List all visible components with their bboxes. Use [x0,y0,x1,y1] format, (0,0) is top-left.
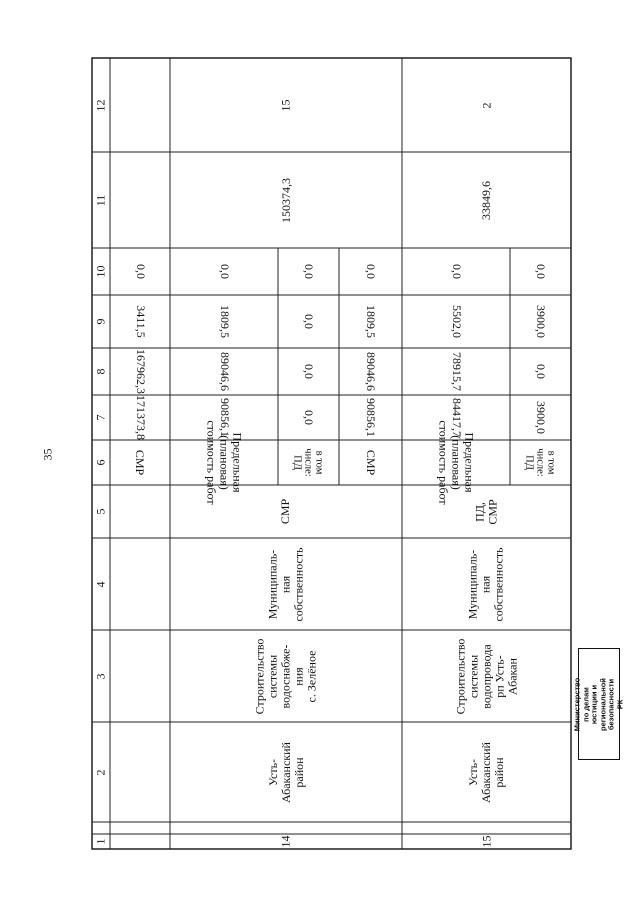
row14-ownership: Муниципаль- ная собственность [265,546,306,622]
row14-sub1-c9: 1809,5 [217,305,232,338]
row15-sub2-c9: 3900,0 [534,305,548,338]
row14-sub3-c10: 0,0 [364,264,378,279]
col-number-11: 11 [93,194,108,206]
col-number-5: 5 [93,508,108,515]
page-number: 35 [40,448,55,461]
col-number-10: 10 [93,265,108,278]
row15-ownership: Муниципаль- ная собственность [465,546,506,622]
col-number-4: 4 [93,581,108,587]
row14-sub2-c9: 0,0 [302,314,316,329]
row14-sub3-c9: 1809,5 [364,305,378,338]
row14-stage: СМР [278,498,293,525]
row15-sub2-label: в том числе: ПД [523,448,557,477]
row14-sub3-c8: 89046,6 [364,352,378,391]
row14-sub1-c8: 89046,6 [217,352,232,391]
row14-sub1-c7: 90856,1 [217,398,232,437]
row15-sub2-c8: 0,0 [534,364,548,379]
row14-sub1-c10: 0,0 [217,264,232,279]
row14-sub2-c7: 0,0 [302,410,316,425]
total-c9: 3411,5 [133,305,148,338]
row14-object: Строительство системы водоснабже- ния с. Зелёное [252,638,319,714]
row14-sub3-label: СМР [363,449,378,476]
registration-stamp: Министерство по делам юстиции и региональной безопасности РК [578,648,620,760]
row15-stage: ПД, СМР [472,498,500,525]
row14-col11: 150374,3 [278,177,293,223]
col-number-12: 12 [93,99,108,111]
row14-sub3-c7: 90856,1 [364,398,378,437]
col-number-7: 7 [93,414,108,421]
row14-col12: 15 [278,99,293,111]
row14-number: 14 [278,835,293,848]
row15-sub1-c9: 5502,0 [449,305,464,338]
row14-sub2-c8: 0,0 [302,364,316,379]
row15-sub2-c10: 0,0 [534,264,548,279]
row15-sub1-c7: 84417,7 [449,398,464,437]
total-label: СМР [133,449,148,476]
row15-sub1-c10: 0,0 [449,264,464,279]
col-number-8: 8 [93,368,108,375]
col-number-3: 3 [93,673,108,679]
total-c7: 171373,8 [133,395,148,440]
row15-number: 15 [479,835,493,848]
row15-sub2-c7: 3900,0 [534,401,548,434]
row14-sub1-label: Предельная (плановая) стоимость работ [204,420,245,505]
row14-sub2-c10: 0,0 [302,264,316,279]
row15-object: Строительство системы водопровода рп Усть- Абакан [453,638,519,714]
row15-col12: 2 [479,102,493,108]
total-c10: 0,0 [133,264,148,279]
row15-district: Усть- Абаканский район [465,741,506,803]
row14-district: Усть- Абаканский район [265,741,306,803]
row14-sub2-label: в том числе: ПД [291,448,325,477]
row15-col11: 33849,6 [479,180,493,220]
col-number-9: 9 [93,318,108,325]
col-number-6: 6 [93,459,108,466]
col-number-2: 2 [93,769,108,775]
col-number-1: 1 [93,838,108,845]
row15-sub1-c8: 78915,7 [449,352,464,391]
row15-sub1-label: Предельная (плановая) стоимость работ [436,420,477,505]
total-c8: 167962,3 [133,349,148,394]
